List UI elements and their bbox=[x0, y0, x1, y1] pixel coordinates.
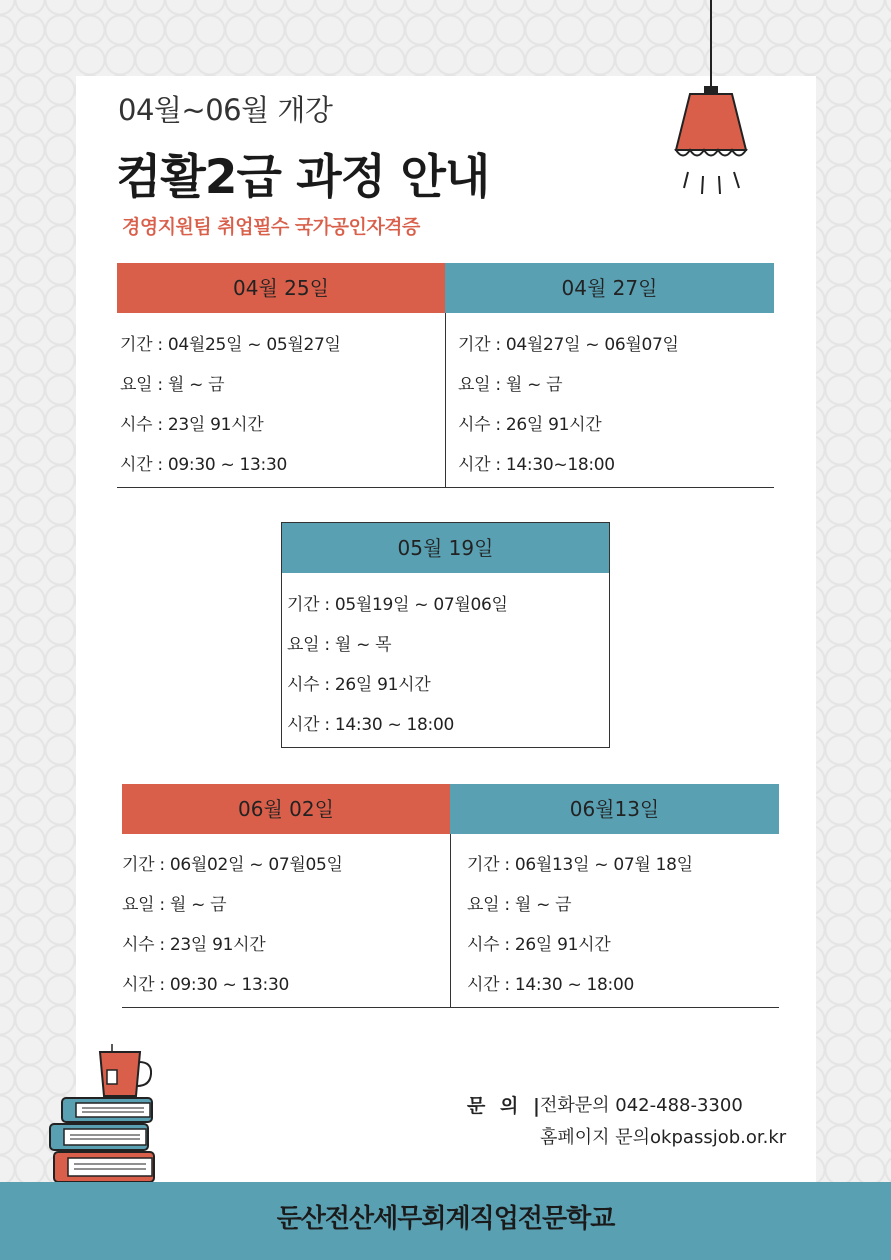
course-4-hours: 시수 : 23일 91시간 bbox=[122, 935, 266, 955]
contact-label: 문 의 | bbox=[467, 1095, 544, 1117]
contact-homepage: 홈페이지 문의okpassjob.or.kr bbox=[540, 1127, 787, 1148]
footer-school-name: 둔산전산세무회계직업전문학교 bbox=[0, 1182, 891, 1260]
course-5-time: 시간 : 14:30 ~ 18:00 bbox=[467, 975, 635, 995]
course-1-days: 요일 : 월 ~ 금 bbox=[120, 375, 225, 395]
course-4-days: 요일 : 월 ~ 금 bbox=[122, 895, 227, 915]
course-1-period: 기간 : 04월25일 ~ 05월27일 bbox=[120, 335, 341, 355]
course-4-period: 기간 : 06월02일 ~ 07월05일 bbox=[122, 855, 343, 875]
column-divider bbox=[450, 834, 451, 1008]
course-3-days: 요일 : 월 ~ 목 bbox=[287, 635, 392, 655]
page-title: 컴활2급 과정 안내 bbox=[116, 150, 490, 205]
contact-phone: 전화문의 042-488-3300 bbox=[540, 1095, 743, 1116]
column-divider bbox=[445, 313, 446, 488]
course-2-period: 기간 : 04월27일 ~ 06월07일 bbox=[458, 335, 679, 355]
pendant-lamp-icon bbox=[666, 0, 756, 200]
course-2-header: 04월 27일 bbox=[445, 263, 774, 313]
books-and-mug-icon bbox=[40, 1040, 160, 1190]
tagline: 경영지원팀 취업필수 국가공인자격증 bbox=[122, 216, 420, 238]
course-3-header: 05월 19일 bbox=[282, 523, 609, 573]
course-5-period: 기간 : 06월13일 ~ 07월 18일 bbox=[467, 855, 693, 875]
course-2-time: 시간 : 14:30~18:00 bbox=[458, 455, 615, 475]
course-3-period: 기간 : 05월19일 ~ 07월06일 bbox=[287, 595, 508, 615]
opening-period: 04월~06월 개강 bbox=[118, 93, 333, 127]
course-3-hours: 시수 : 26일 91시간 bbox=[287, 675, 431, 695]
course-1-time: 시간 : 09:30 ~ 13:30 bbox=[120, 455, 288, 475]
row-divider bbox=[122, 1007, 779, 1008]
row-divider bbox=[117, 487, 774, 488]
course-5-header: 06월13일 bbox=[450, 784, 779, 834]
course-1-header: 04월 25일 bbox=[117, 263, 445, 313]
course-4-header: 06월 02일 bbox=[122, 784, 450, 834]
course-5-hours: 시수 : 26일 91시간 bbox=[467, 935, 611, 955]
course-1-hours: 시수 : 23일 91시간 bbox=[120, 415, 264, 435]
course-2-days: 요일 : 월 ~ 금 bbox=[458, 375, 563, 395]
course-3-time: 시간 : 14:30 ~ 18:00 bbox=[287, 715, 455, 735]
course-4-time: 시간 : 09:30 ~ 13:30 bbox=[122, 975, 290, 995]
course-5-days: 요일 : 월 ~ 금 bbox=[467, 895, 572, 915]
course-2-hours: 시수 : 26일 91시간 bbox=[458, 415, 602, 435]
